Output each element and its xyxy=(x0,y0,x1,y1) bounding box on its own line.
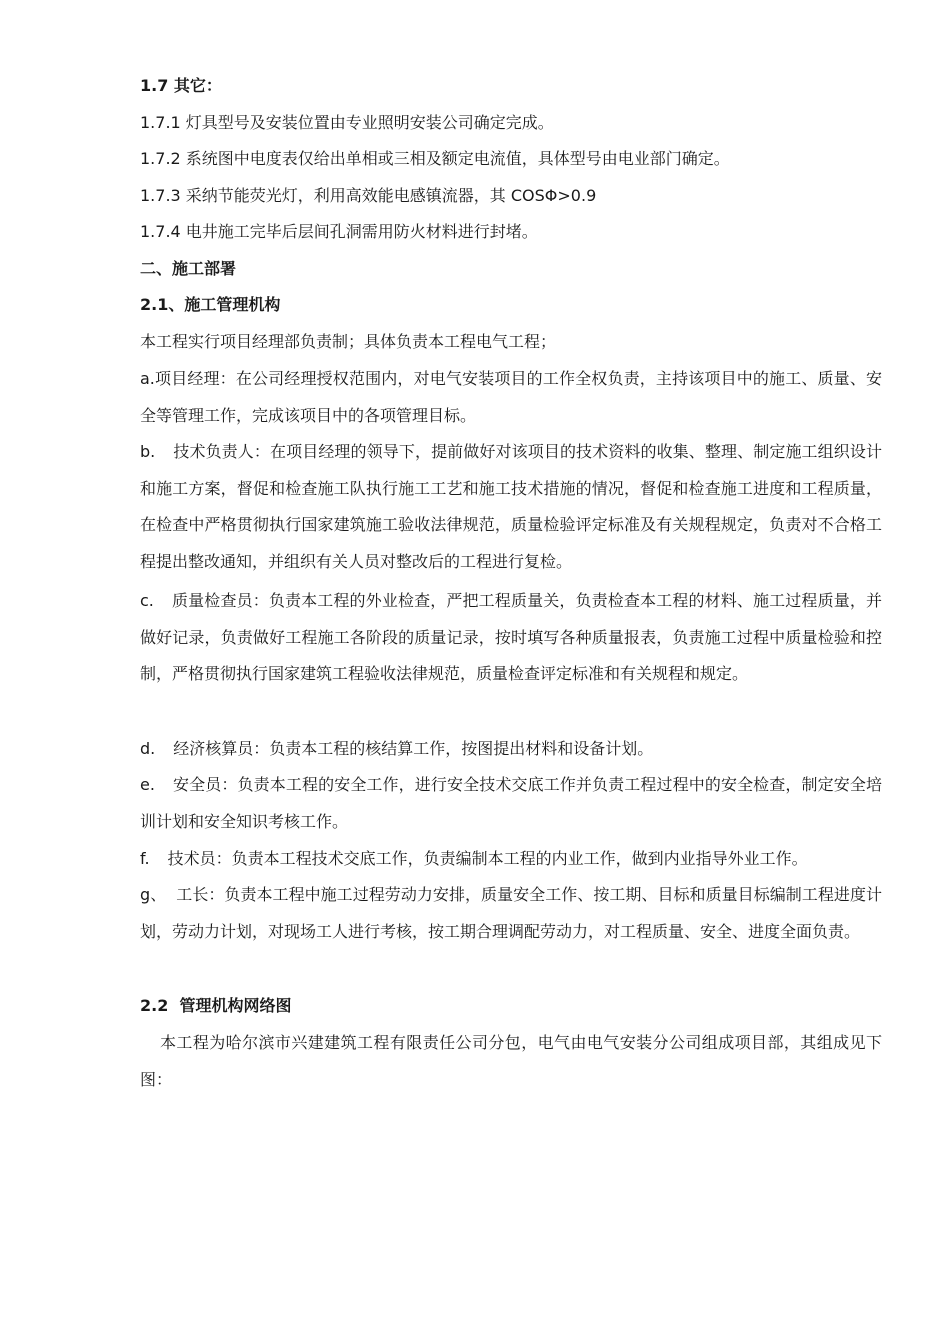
org-chart-intro: 本工程为哈尔滨市兴建建筑工程有限责任公司分包，电气由电气安装分公司组成项目部，其组成见下图： xyxy=(140,1033,882,1089)
role-key: d. xyxy=(140,739,156,758)
role-text: 技术负责人：在项目经理的领导下，提前做好对该项目的技术资料的收集、整理、制定施工组织设计和施工方案，督促和检查施工队执行施工工艺和施工技术措施的情况，督促和检查施工进度和工程质量，在检查中严格贯彻执行国家建筑施工验收法律规范，质量检验评定标准及有关规程规定，负责对不合格工程提出整改通知，并组织有关人员对整改后的工程进行复检。 xyxy=(140,442,882,571)
heading-section-2: 二、施工部署 xyxy=(140,259,237,278)
role-safety-officer xyxy=(140,767,882,840)
role-technician xyxy=(140,841,882,878)
role-project-manager xyxy=(140,361,882,434)
role-technical-lead xyxy=(140,434,882,580)
role-text: 质量检查员：负责本工程的外业检查，严把工程质量关，负责检查本工程的材料、施工过程质量，并做好记录，负责做好工程施工各阶段的质量记录，按时填写各种质量报表，负责施工过程中质量检验和控制，严格贯彻执行国家建筑工程验收法律规范，质量检查评定标准和有关规程和规定。 xyxy=(140,591,882,683)
intro-paragraph: 本工程实行项目经理部负责制；具体负责本工程电气工程； xyxy=(140,332,557,351)
item-1-7-2: 1.7.2 系统图中电度表仅给出单相或三相及额定电流值，具体型号由电业部门确定。 xyxy=(140,149,730,168)
heading-2-2 xyxy=(140,988,882,1025)
role-text: 项目经理：在公司经理授权范围内，对电气安装项目的工作全权负责，主持该项目中的施工、质量、安全等管理工作，完成该项目中的各项管理目标。 xyxy=(140,369,882,425)
role-key: g、 xyxy=(140,885,167,904)
heading-2-1: 2.1、施工管理机构 xyxy=(140,295,281,314)
role-text: 工长：负责本工程中施工过程劳动力安排，质量安全工作、按工期、目标和质量目标编制工程进度计划，劳动力计划，对现场工人进行考核，按工期合理调配劳动力，对工程质量、安全、进度全面负责。 xyxy=(140,885,882,941)
role-key: b. xyxy=(140,442,156,461)
item-1-7-4: 1.7.4 电井施工完毕后层间孔洞需用防火材料进行封堵。 xyxy=(140,222,538,241)
role-key: a. xyxy=(140,369,155,388)
role-key: f. xyxy=(140,849,150,868)
role-key: c. xyxy=(140,591,154,610)
heading-2-2-text: 2.2 管理机构网络图 xyxy=(140,996,292,1015)
item-1-7-1: 1.7.1 灯具型号及安装位置由专业照明安装公司确定完成。 xyxy=(140,113,554,132)
role-key: e. xyxy=(140,775,155,794)
role-text: 经济核算员：负责本工程的核结算工作，按图提出材料和设备计划。 xyxy=(173,739,654,758)
role-text: 安全员：负责本工程的安全工作，进行安全技术交底工作并负责工程过程中的安全检查，制定安全培训计划和安全知识考核工作。 xyxy=(140,775,882,831)
role-text: 技术员：负责本工程技术交底工作，负责编制本工程的内业工作，做到内业指导外业工作。 xyxy=(167,849,808,868)
role-foreman xyxy=(140,877,882,950)
heading-1-7: 1.7 其它： xyxy=(140,76,222,95)
role-quality-inspector xyxy=(140,583,882,693)
role-cost-accountant xyxy=(140,731,882,768)
item-1-7-3: 1.7.3 采纳节能荧光灯，利用高效能电感镇流器，其 COSΦ>0.9 xyxy=(140,186,597,205)
